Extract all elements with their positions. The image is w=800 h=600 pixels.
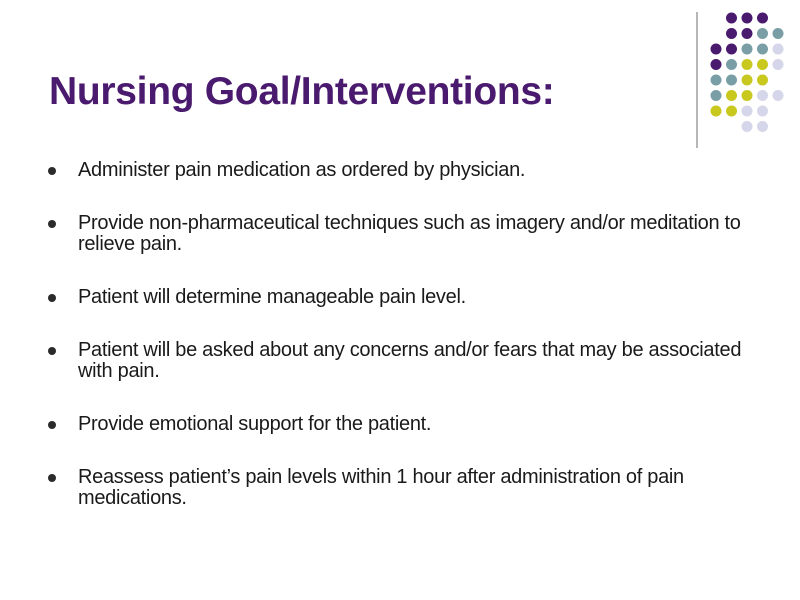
bullet-item [48,414,748,435]
decorative-dot [726,90,737,101]
slide-title: Nursing Goal/Interventions: [49,70,555,113]
decorative-dot [726,75,737,86]
bullet-item [48,287,748,308]
bullet-dot-icon [48,474,56,482]
decorative-dot [757,13,768,24]
decorative-dot [726,28,737,39]
decorative-dot [773,44,784,55]
decorative-dot [742,90,753,101]
bullet-list [48,160,748,541]
decorative-dot [757,90,768,101]
decorative-dot [742,28,753,39]
bullet-text: Provide emotional support for the patient. [78,413,432,435]
decorative-dot [726,59,737,70]
bullet-text: Patient will determine manageable pain level. [78,286,466,308]
decorative-dot [757,44,768,55]
decorative-dot [742,59,753,70]
decorative-dot [742,13,753,24]
bullet-dot-icon [48,220,56,228]
decorative-dot [726,106,737,117]
bullet-dot-icon [48,347,56,355]
bullet-item [48,340,748,382]
decorative-dot [757,106,768,117]
decorative-dot [711,90,722,101]
decorative-dot [773,90,784,101]
bullet-dot-icon [48,294,56,302]
bullet-item [48,213,748,255]
decorative-dot [711,44,722,55]
bullet-item [48,160,748,181]
decorative-dot [773,59,784,70]
decorative-dot [773,28,784,39]
bullet-text: Administer pain medication as ordered by physician. [78,159,526,181]
bullet-text: Patient will be asked about any concerns and/or fears that may be associated with pain. [78,339,742,382]
bullet-text: Provide non-pharmaceutical techniques such as imagery and/or meditation to relieve pain. [78,212,741,255]
decorative-dot [726,44,737,55]
decorative-dot [757,28,768,39]
bullet-item [48,467,748,509]
decorative-dot [711,106,722,117]
bullet-dot-icon [48,167,56,175]
decorative-dot [726,13,737,24]
decorative-dot [742,121,753,132]
decorative-dot [711,59,722,70]
bullet-dot-icon [48,421,56,429]
decorative-dot [757,59,768,70]
decorative-dot [742,106,753,117]
decorative-dot [711,75,722,86]
bullet-text: Reassess patient’s pain levels within 1 hour after administration of pain medications. [78,466,684,509]
decorative-dot [757,121,768,132]
decorative-dot [742,44,753,55]
decorative-dot [742,75,753,86]
decorative-dot [757,75,768,86]
